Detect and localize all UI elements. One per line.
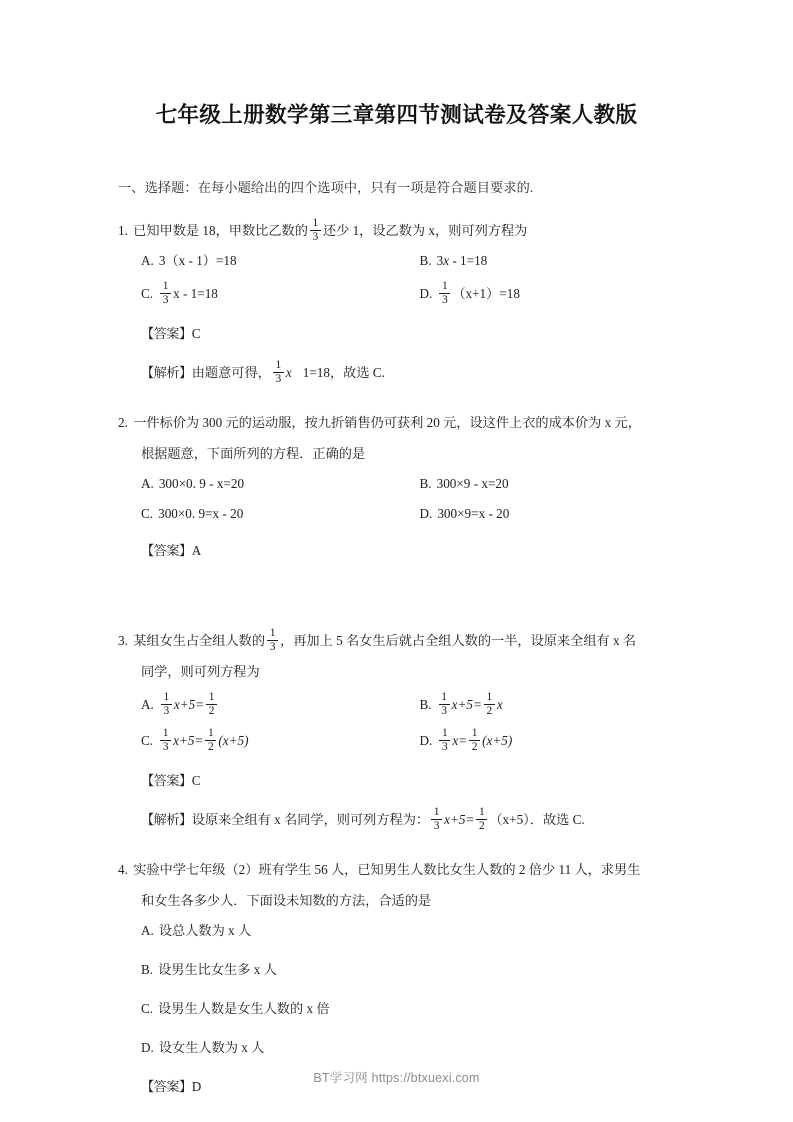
option-label-b: B. — [419, 697, 432, 712]
option-label-c: C. — [141, 286, 154, 301]
question-3-option-d-mid: x= — [452, 733, 468, 748]
page-title: 七年级上册数学第三章第四节测试卷及答案人教版 — [155, 103, 638, 127]
question-3 — [95, 625, 698, 835]
question-3-stem-pre: 某组女生占全组人数的 — [133, 633, 266, 648]
question-3-option-d-tail: (x+5) — [482, 733, 513, 748]
question-1-answer-value: C — [191, 326, 201, 341]
answer-prefix: 【答案】 — [141, 543, 192, 558]
fraction-one-third: $\frac{1}{3}$ — [439, 692, 450, 718]
question-3-analysis-tail: （x+5）．故选 C. — [489, 812, 585, 827]
question-1-option-b-var: x — [443, 253, 450, 268]
question-1-analysis-var: x — [285, 365, 292, 380]
option-label-b: B. — [419, 253, 432, 268]
fraction-one-third: $\frac{1}{3}$ — [431, 807, 442, 833]
question-4-option-c[interactable] — [141, 994, 698, 1024]
question-2-answer-value: A — [191, 543, 202, 558]
question-2-option-d-text: 300×9=x - 20 — [437, 506, 510, 521]
question-3-answer-value: C — [191, 773, 201, 788]
question-1-option-d-text: （x+1）=18 — [452, 286, 520, 301]
question-2-stem-line2: 根据题意，下面所列的方程．正确的是 — [141, 446, 366, 461]
question-4-option-a[interactable] — [141, 916, 698, 946]
question-1-stem-pre: 已知甲数是 18，甲数比乙数的 — [133, 223, 308, 238]
option-label-a: A. — [141, 253, 154, 268]
question-3-option-b-tail: x — [496, 697, 503, 712]
fraction-one-third: $\frac{1}{3}$ — [160, 728, 171, 754]
question-3-analysis-pre: 设原来全组有 x 名同学，则可列方程为： — [191, 812, 430, 827]
question-3-answer — [141, 766, 698, 796]
question-3-options-ab — [141, 687, 698, 723]
question-3-stem-line2: 同学，则可列方程为 — [141, 664, 260, 679]
fraction-one-half: $\frac{1}{2}$ — [484, 692, 495, 718]
question-3-option-a-mid: x+5= — [173, 697, 205, 712]
option-label-b: B. — [141, 962, 154, 977]
question-3-options-cd — [141, 723, 698, 759]
option-label-a: A. — [141, 476, 154, 491]
fraction-one-third: $\frac{1}{3}$ — [273, 360, 284, 386]
fraction-one-half: $\frac{1}{2}$ — [206, 692, 217, 718]
option-label-d: D. — [141, 1040, 154, 1055]
question-1-option-a[interactable] — [141, 246, 420, 276]
fraction-one-third: $\frac{1}{3}$ — [439, 728, 450, 754]
option-label-d: D. — [419, 733, 433, 748]
answer-prefix: 【答案】 — [141, 773, 192, 788]
question-1-analysis-pre: 由题意可得， — [191, 365, 271, 380]
question-4-option-d[interactable] — [141, 1033, 698, 1063]
question-1-options-cd — [141, 276, 698, 312]
question-1-option-d[interactable] — [420, 276, 699, 312]
question-2-options-cd — [141, 499, 698, 529]
question-2-options-ab — [141, 469, 698, 499]
question-2-option-d[interactable] — [420, 499, 699, 529]
fraction-one-half: $\frac{1}{2}$ — [469, 728, 480, 754]
question-2-option-a[interactable] — [141, 469, 420, 499]
question-3-option-a[interactable] — [141, 687, 420, 723]
question-2-option-c-text: 300×0. 9=x - 20 — [158, 506, 244, 521]
question-3-option-d[interactable] — [420, 723, 699, 759]
question-4-option-a-text: 设总人数为 x 人 — [158, 923, 252, 938]
question-2-number: 2. — [118, 415, 128, 430]
question-4-stem-line1 — [118, 854, 698, 885]
question-2-stem-line1 — [118, 407, 698, 438]
question-4 — [95, 854, 698, 1102]
fraction-one-third: $\frac{1}{3}$ — [160, 281, 171, 307]
question-3-number: 3. — [118, 633, 128, 648]
analysis-prefix: 【解析】 — [141, 812, 192, 827]
section-heading: 一、选择题：在每小题给出的四个选项中，只有一项是符合题目要求的. — [118, 180, 534, 195]
question-1-number: 1. — [118, 223, 128, 238]
question-2-option-c[interactable] — [141, 499, 420, 529]
option-label-c: C. — [141, 733, 154, 748]
option-label-d: D. — [419, 286, 433, 301]
question-2-stem-text1: 一件标价为 300 元的运动服，按九折销售仍可获利 20 元，设这件上衣的成本价为 x 元， — [133, 415, 641, 430]
question-3-stem-post: ，再加上 5 名女生后就占全组人数的一半，设原来全组有 x 名 — [280, 633, 637, 648]
question-2-option-b-text: 300×9 - x=20 — [436, 476, 509, 491]
question-1-answer — [141, 319, 698, 349]
question-4-option-b[interactable] — [141, 955, 698, 985]
question-2-option-b[interactable] — [420, 469, 699, 499]
fraction-one-half: $\frac{1}{2}$ — [205, 728, 216, 754]
fraction-one-third: $\frac{1}{3}$ — [439, 281, 450, 307]
question-1-stem — [118, 215, 698, 246]
question-4-options — [141, 916, 698, 1063]
question-4-answer-value: D — [191, 1079, 202, 1094]
option-label-a: A. — [141, 697, 154, 712]
footer-watermark: BT学习网 https://btxuexi.com — [313, 1071, 480, 1085]
question-3-option-c-tail: (x+5) — [218, 733, 249, 748]
question-1-analysis — [141, 358, 698, 388]
option-label-d: D. — [419, 506, 433, 521]
question-2 — [95, 407, 698, 566]
fraction-one-third: $\frac{1}{3}$ — [161, 692, 172, 718]
fraction-one-third: $\frac{1}{3}$ — [310, 218, 321, 244]
option-label-c: C. — [141, 1001, 154, 1016]
question-3-analysis — [141, 805, 698, 835]
question-3-analysis-mid: x+5= — [444, 812, 475, 827]
question-1-option-a-text: 3（x - 1）=18 — [158, 253, 237, 268]
option-label-a: A. — [141, 923, 154, 938]
question-4-stem-text1: 实验中学七年级（2）班有学生 56 人，已知男生人数比女生人数的 2 倍少 11 人，求男生 — [133, 862, 641, 877]
option-label-c: C. — [141, 506, 154, 521]
question-4-number: 4. — [118, 862, 128, 877]
question-3-option-b[interactable] — [420, 687, 699, 723]
question-4-stem-line2: 和女生各多少人．下面设未知数的方法，合适的是 — [141, 893, 432, 908]
question-1 — [95, 215, 698, 388]
question-1-option-c[interactable] — [141, 276, 420, 312]
question-3-option-c[interactable] — [141, 723, 420, 759]
analysis-prefix: 【解析】 — [141, 365, 192, 380]
question-1-option-b[interactable] — [420, 246, 699, 276]
question-1-option-b-pre: 3 — [436, 253, 444, 268]
question-1-analysis-tail: 1=18，故选 C. — [302, 365, 385, 380]
question-1-stem-post: 还少 1，设乙数为 x，则可列方程为 — [322, 223, 528, 238]
option-label-b: B. — [419, 476, 432, 491]
block-spacer — [95, 566, 698, 606]
question-3-stem-line1 — [118, 625, 698, 656]
question-1-options-ab — [141, 246, 698, 276]
answer-prefix: 【答案】 — [141, 326, 192, 341]
question-3-option-c-mid: x+5= — [173, 733, 204, 748]
fraction-one-half: $\frac{1}{2}$ — [476, 807, 487, 833]
answer-prefix: 【答案】 — [141, 1079, 192, 1094]
question-3-option-b-mid: x+5= — [451, 697, 482, 712]
question-1-option-b-post: - 1=18 — [449, 253, 488, 268]
question-2-answer — [141, 536, 698, 566]
question-1-option-c-text: x - 1=18 — [173, 286, 218, 301]
question-4-option-c-text: 设男生人数是女生人数的 x 倍 — [158, 1001, 330, 1016]
fraction-one-third: $\frac{1}{3}$ — [267, 628, 278, 654]
question-2-option-a-text: 300×0. 9 - x=20 — [158, 476, 245, 491]
question-4-option-b-text: 设男生比女生多 x 人 — [158, 962, 277, 977]
question-4-option-d-text: 设女生人数为 x 人 — [158, 1040, 265, 1055]
